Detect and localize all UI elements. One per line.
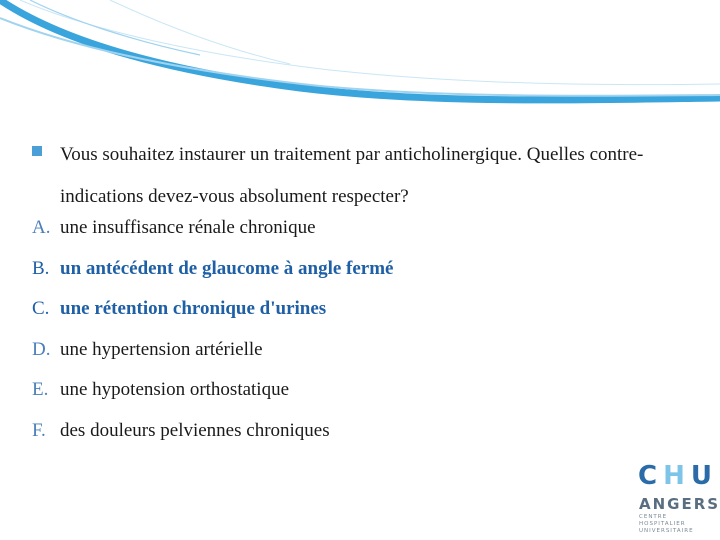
logo-letter-h: H — [663, 461, 691, 491]
answer-text: une insuffisance rénale chronique — [60, 217, 316, 238]
logo-letter-u: U — [690, 461, 718, 491]
answer-letter: F. — [32, 419, 46, 441]
logo-subtitle — [639, 514, 715, 535]
logo-subtitle-line2: UNIVERSITAIRE — [639, 528, 694, 534]
logo-city-name: ANGERS — [639, 495, 720, 513]
answer-letter: B. — [32, 257, 50, 279]
answer-text: des douleurs pelviennes chroniques — [60, 419, 330, 441]
answer-letter: E. — [32, 379, 49, 401]
header-swoosh-decoration — [0, 0, 720, 110]
logo-subtitle-line1: CENTRE HOSPITALIER — [639, 514, 686, 527]
answer-option-c[interactable] — [32, 289, 692, 330]
answer-text: une hypotension orthostatique — [60, 379, 290, 401]
answer-option-d[interactable] — [32, 330, 692, 371]
logo-letter-c: C — [638, 461, 664, 491]
logo-chu-wordmark — [638, 461, 718, 491]
answer-letter: C. — [32, 298, 50, 320]
answer-letter: A. — [32, 217, 51, 238]
answer-option-e[interactable] — [32, 370, 692, 411]
answer-text: une hypertension artérielle — [60, 338, 263, 360]
chu-angers-logo — [632, 461, 720, 534]
answer-option-f[interactable] — [32, 411, 692, 452]
answer-option-a[interactable] — [32, 208, 692, 249]
answer-letter: D. — [32, 338, 51, 360]
answer-text: une rétention chronique d'urines — [60, 298, 327, 320]
answer-list — [32, 208, 692, 452]
answer-option-b[interactable] — [32, 249, 692, 290]
question-bullet-icon — [32, 146, 42, 156]
answer-text: un antécédent de glaucome à angle fermé — [60, 257, 394, 279]
question-text: Vous souhaitez instaurer un traitement par anticholinergique. Quelles contre-indications devez-vous absolument respecter? — [60, 144, 644, 207]
